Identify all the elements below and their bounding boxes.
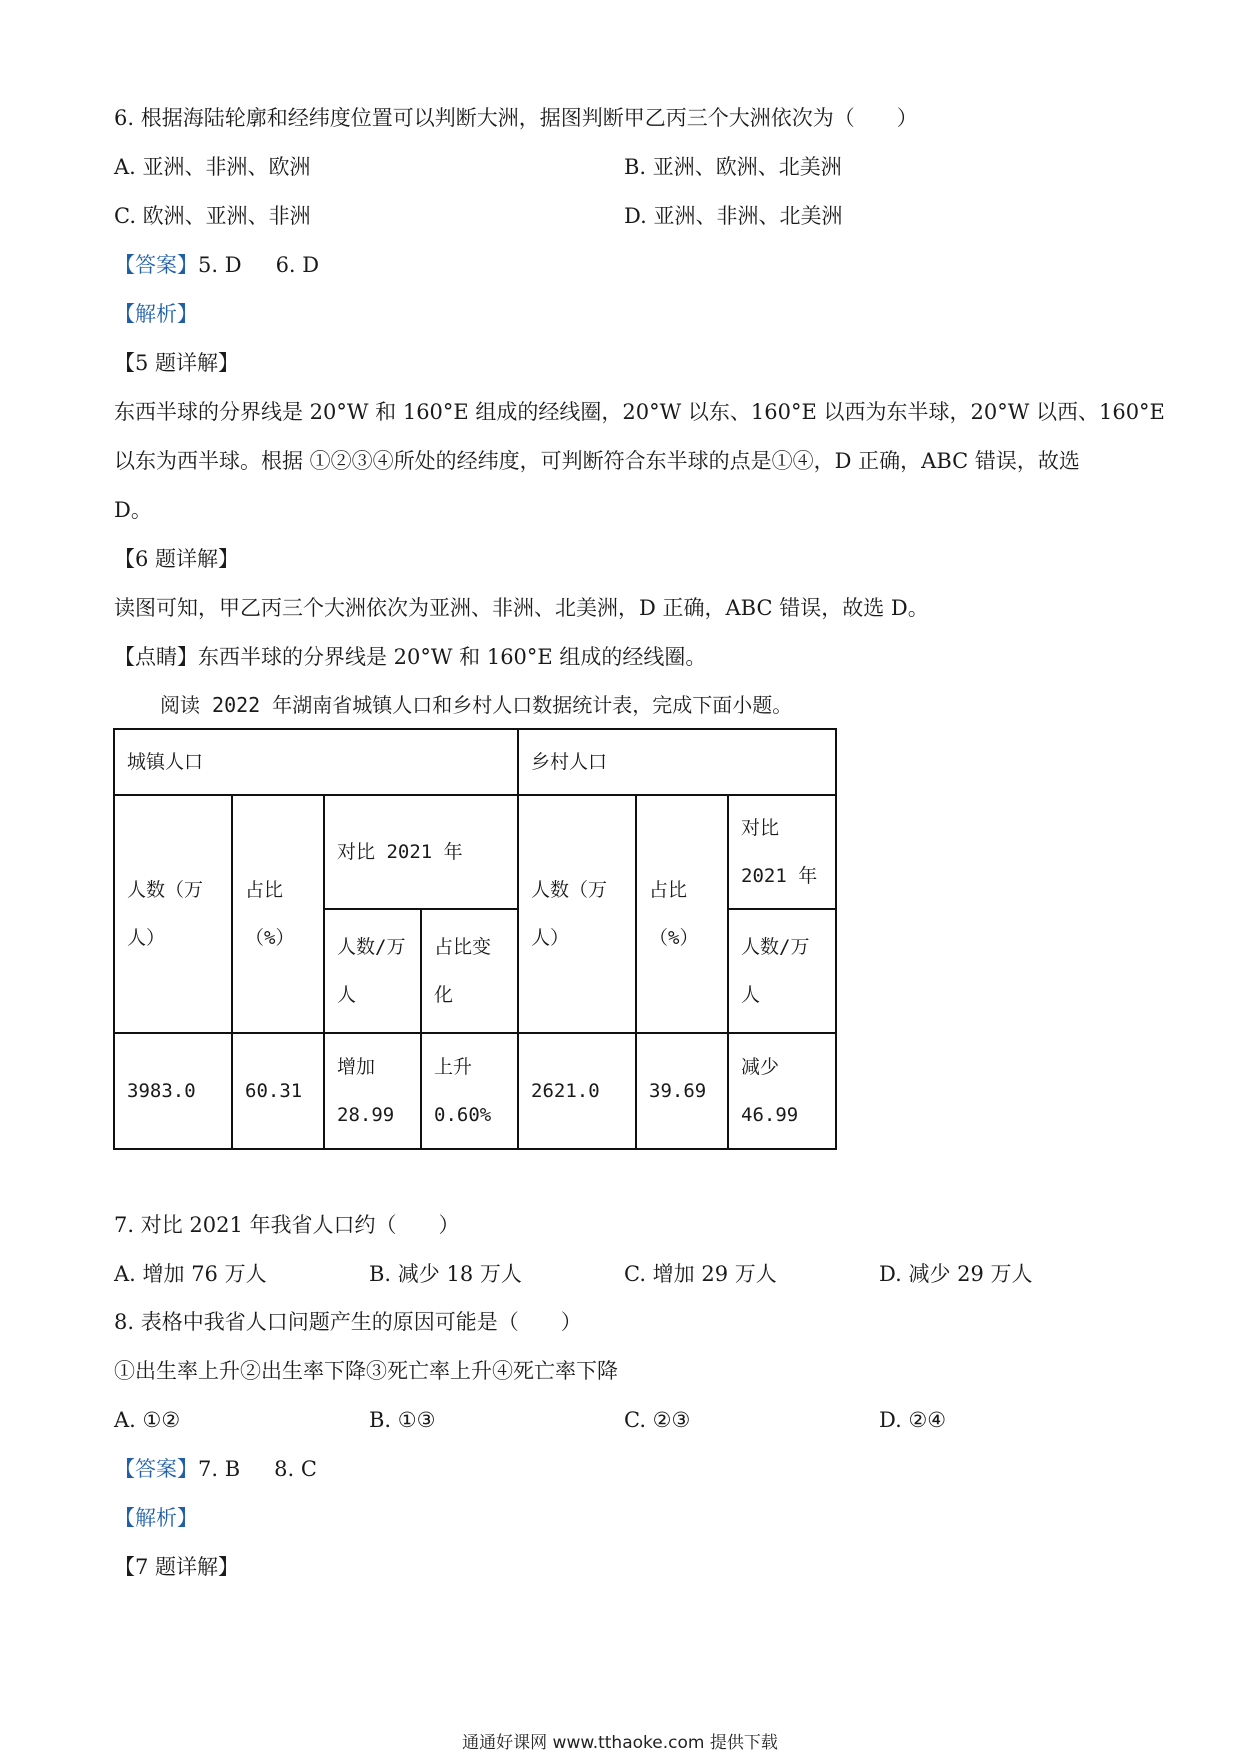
question-8-choices: ①出生率上升②出生率下降③死亡率上升④死亡率下降 bbox=[114, 1359, 618, 1383]
answer-values bbox=[198, 1457, 351, 1481]
question-7-option-a: A. 增加 76 万人 bbox=[114, 1262, 267, 1286]
answer-values bbox=[198, 253, 353, 277]
detail-5-line-1: 东西半球的分界线是 20°W 和 160°E 组成的经线圈，20°W 以东、160°E 以西为东半球，20°W 以西、160°E bbox=[114, 400, 1165, 424]
page-footer: 通通好课网 www.tthaoke.com 提供下载 bbox=[462, 1733, 778, 1753]
answer-line-2 bbox=[114, 1454, 351, 1484]
question-7-option-b: B. 减少 18 万人 bbox=[369, 1262, 522, 1286]
detail-6-tag: 【6 题详解】 bbox=[114, 547, 240, 571]
answer-line-1 bbox=[114, 250, 353, 280]
question-6-option-c: C. 欧洲、亚洲、非洲 bbox=[114, 204, 311, 228]
answer-value: 8. C bbox=[274, 1457, 317, 1481]
analysis-tag: 【解析】 bbox=[114, 1506, 198, 1530]
tip-text: 东西半球的分界线是 20°W 和 160°E 组成的经线圈。 bbox=[198, 645, 707, 669]
question-6-option-d: D. 亚洲、非洲、北美洲 bbox=[624, 204, 843, 228]
rural-ratio-cell: 39.69 bbox=[636, 1033, 728, 1149]
urban-compare-label: 对比 2021 年 bbox=[324, 795, 518, 909]
answer-tag: 【答案】 bbox=[114, 253, 198, 277]
detail-5-tag: 【5 题详解】 bbox=[114, 351, 240, 375]
question-6-option-a: A. 亚洲、非洲、欧洲 bbox=[114, 155, 311, 179]
rural-header: 乡村人口 bbox=[518, 729, 836, 795]
urban-change-count-cell: 增加 28.99 bbox=[324, 1033, 421, 1149]
question-7-stem: 7. 对比 2021 年我省人口约（ ） bbox=[114, 1213, 460, 1237]
question-8-option-b: B. ①③ bbox=[369, 1408, 436, 1432]
question-8-option-c: C. ②③ bbox=[624, 1408, 691, 1432]
analysis-tag: 【解析】 bbox=[114, 302, 198, 326]
answer-value: 5. D bbox=[198, 253, 242, 277]
table-subheader-row bbox=[114, 795, 836, 909]
tip-line bbox=[114, 642, 706, 672]
answer-value: 6. D bbox=[275, 253, 320, 277]
question-8-option-a: A. ①② bbox=[114, 1408, 181, 1432]
tip-tag: 【点睛】 bbox=[114, 645, 198, 669]
urban-header: 城镇人口 bbox=[114, 729, 518, 795]
question-6-option-b: B. 亚洲、欧洲、北美洲 bbox=[624, 155, 842, 179]
table-row bbox=[114, 1033, 836, 1149]
urban-ratio-label: 占比（%） bbox=[232, 795, 324, 1033]
table-intro: 阅读 2022 年湖南省城镇人口和乡村人口数据统计表，完成下面小题。 bbox=[160, 693, 793, 717]
question-6-stem: 6. 根据海陆轮廓和经纬度位置可以判断大洲，据图判断甲乙丙三个大洲依次为（ ） bbox=[114, 106, 918, 130]
detail-7-tag: 【7 题详解】 bbox=[114, 1555, 240, 1579]
question-8-stem: 8. 表格中我省人口问题产生的原因可能是（ ） bbox=[114, 1310, 582, 1334]
rural-ratio-label: 占比（%） bbox=[636, 795, 728, 1033]
rural-change-count-cell: 减少 46.99 bbox=[728, 1033, 836, 1149]
table-header-row bbox=[114, 729, 836, 795]
population-table bbox=[113, 728, 837, 1150]
urban-change-count-label: 人数/万人 bbox=[324, 909, 421, 1033]
urban-ratio-cell: 60.31 bbox=[232, 1033, 324, 1149]
detail-6-text: 读图可知，甲乙丙三个大洲依次为亚洲、非洲、北美洲，D 正确，ABC 错误，故选 D。 bbox=[114, 596, 929, 620]
rural-count-cell: 2621.0 bbox=[518, 1033, 636, 1149]
question-7-option-d: D. 减少 29 万人 bbox=[879, 1262, 1033, 1286]
question-7-option-c: C. 增加 29 万人 bbox=[624, 1262, 777, 1286]
answer-tag: 【答案】 bbox=[114, 1457, 198, 1481]
rural-compare-label: 对比 2021 年 bbox=[728, 795, 836, 909]
rural-change-count-label: 人数/万人 bbox=[728, 909, 836, 1033]
detail-5-line-3: D。 bbox=[114, 498, 152, 522]
urban-count-label: 人数（万人） bbox=[114, 795, 232, 1033]
urban-change-ratio-label: 占比变化 bbox=[421, 909, 518, 1033]
urban-change-ratio-cell: 上升 0.60% bbox=[421, 1033, 518, 1149]
detail-5-line-2: 以东为西半球。根据 ①②③④所处的经纬度，可判断符合东半球的点是①④，D 正确，ABC 错误，故选 bbox=[114, 449, 1080, 473]
rural-count-label: 人数（万人） bbox=[518, 795, 636, 1033]
question-8-option-d: D. ②④ bbox=[879, 1408, 947, 1432]
answer-value: 7. B bbox=[198, 1457, 241, 1481]
urban-count-cell: 3983.0 bbox=[114, 1033, 232, 1149]
